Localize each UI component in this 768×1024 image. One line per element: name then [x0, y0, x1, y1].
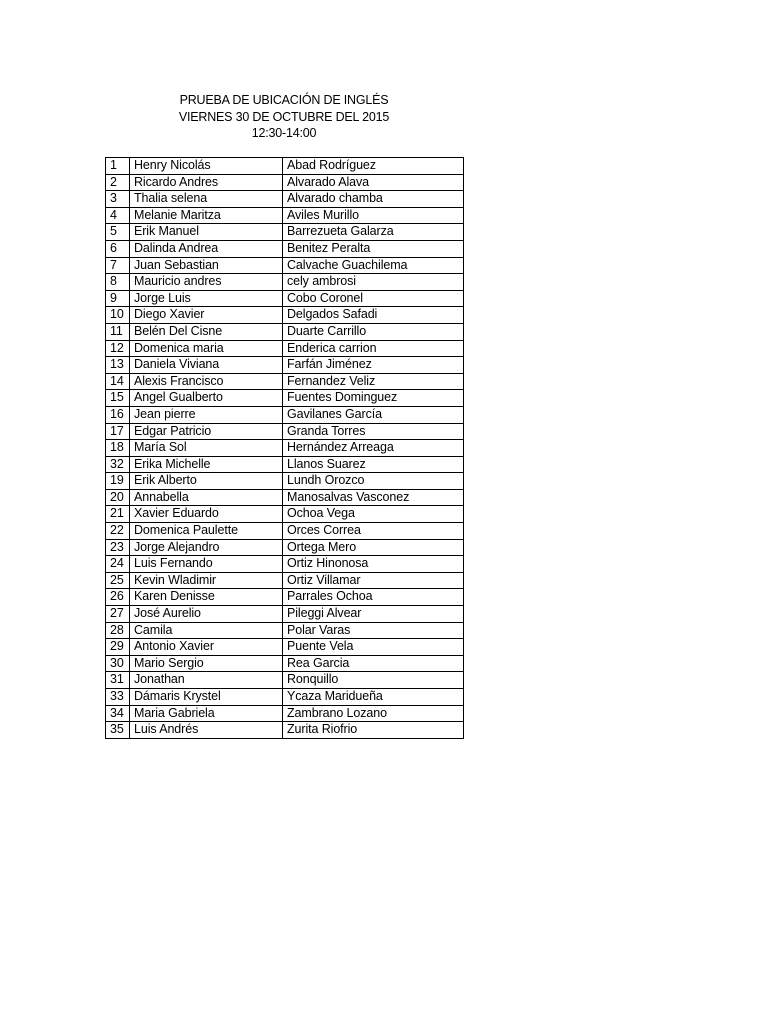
row-number: 19 — [106, 473, 130, 490]
last-name-cell: Fernandez Veliz — [283, 373, 464, 390]
last-name-cell: Orces Correa — [283, 523, 464, 540]
last-name-cell: Barrezueta Galarza — [283, 224, 464, 241]
last-name-cell: Ycaza Maridueña — [283, 689, 464, 706]
document-header — [104, 92, 464, 142]
row-number: 14 — [106, 373, 130, 390]
row-number: 4 — [106, 207, 130, 224]
document-date: VIERNES 30 DE OCTUBRE DEL 2015 — [178, 109, 390, 124]
first-name-cell: Erik Alberto — [130, 473, 283, 490]
table-row — [106, 456, 464, 473]
row-number: 29 — [106, 639, 130, 656]
table-row — [106, 655, 464, 672]
table-row — [106, 423, 464, 440]
table-row — [106, 158, 464, 175]
first-name-cell: Juan Sebastian — [130, 257, 283, 274]
row-number: 35 — [106, 722, 130, 739]
row-number: 27 — [106, 606, 130, 623]
row-number: 11 — [106, 323, 130, 340]
first-name-cell: Dalinda Andrea — [130, 240, 283, 257]
table-row — [106, 340, 464, 357]
last-name-cell: Hernández Arreaga — [283, 440, 464, 457]
first-name-cell: Diego Xavier — [130, 307, 283, 324]
table-row — [106, 191, 464, 208]
last-name-cell: Aviles Murillo — [283, 207, 464, 224]
table-row — [106, 489, 464, 506]
document-time: 12:30-14:00 — [251, 126, 317, 140]
first-name-cell: Maria Gabriela — [130, 705, 283, 722]
last-name-cell: Granda Torres — [283, 423, 464, 440]
row-number: 21 — [106, 506, 130, 523]
last-name-cell: Calvache Guachilema — [283, 257, 464, 274]
table-row — [106, 390, 464, 407]
first-name-cell: Erik Manuel — [130, 224, 283, 241]
row-number: 8 — [106, 274, 130, 291]
row-number: 9 — [106, 290, 130, 307]
last-name-cell: Abad Rodríguez — [283, 158, 464, 175]
last-name-cell: Gavilanes García — [283, 406, 464, 423]
row-number: 5 — [106, 224, 130, 241]
first-name-cell: Jorge Alejandro — [130, 539, 283, 556]
table-row — [106, 606, 464, 623]
table-row — [106, 506, 464, 523]
table-row — [106, 357, 464, 374]
row-number: 10 — [106, 307, 130, 324]
table-row — [106, 622, 464, 639]
table-row — [106, 406, 464, 423]
table-row — [106, 240, 464, 257]
row-number: 2 — [106, 174, 130, 191]
last-name-cell: Zurita Riofrio — [283, 722, 464, 739]
table-row — [106, 705, 464, 722]
row-number: 16 — [106, 406, 130, 423]
row-number: 28 — [106, 622, 130, 639]
first-name-cell: Alexis Francisco — [130, 373, 283, 390]
row-number: 13 — [106, 357, 130, 374]
first-name-cell: Belén Del Cisne — [130, 323, 283, 340]
first-name-cell: Edgar Patricio — [130, 423, 283, 440]
first-name-cell: Karen Denisse — [130, 589, 283, 606]
row-number: 32 — [106, 456, 130, 473]
first-name-cell: Camila — [130, 622, 283, 639]
first-name-cell: Melanie Maritza — [130, 207, 283, 224]
last-name-cell: Polar Varas — [283, 622, 464, 639]
row-number: 12 — [106, 340, 130, 357]
last-name-cell: Llanos Suarez — [283, 456, 464, 473]
last-name-cell: cely ambrosi — [283, 274, 464, 291]
last-name-cell: Enderica carrion — [283, 340, 464, 357]
row-number: 25 — [106, 572, 130, 589]
table-row — [106, 257, 464, 274]
row-number: 3 — [106, 191, 130, 208]
last-name-cell: Delgados Safadi — [283, 307, 464, 324]
table-row — [106, 207, 464, 224]
row-number: 7 — [106, 257, 130, 274]
row-number: 33 — [106, 689, 130, 706]
last-name-cell: Ortiz Hinonosa — [283, 556, 464, 573]
table-row — [106, 639, 464, 656]
table-row — [106, 224, 464, 241]
table-row — [106, 722, 464, 739]
row-number: 26 — [106, 589, 130, 606]
row-number: 30 — [106, 655, 130, 672]
first-name-cell: Annabella — [130, 489, 283, 506]
table-row — [106, 589, 464, 606]
table-row — [106, 556, 464, 573]
row-number: 15 — [106, 390, 130, 407]
last-name-cell: Ochoa Vega — [283, 506, 464, 523]
table-row — [106, 174, 464, 191]
last-name-cell: Lundh Orozco — [283, 473, 464, 490]
row-number: 24 — [106, 556, 130, 573]
first-name-cell: Luis Andrés — [130, 722, 283, 739]
first-name-cell: Jonathan — [130, 672, 283, 689]
last-name-cell: Duarte Carrillo — [283, 323, 464, 340]
row-number: 20 — [106, 489, 130, 506]
row-number: 18 — [106, 440, 130, 457]
row-number: 34 — [106, 705, 130, 722]
first-name-cell: María Sol — [130, 440, 283, 457]
last-name-cell: Ronquillo — [283, 672, 464, 689]
first-name-cell: Thalia selena — [130, 191, 283, 208]
table-row — [106, 274, 464, 291]
table-row — [106, 373, 464, 390]
row-number: 23 — [106, 539, 130, 556]
table-row — [106, 307, 464, 324]
table-row — [106, 290, 464, 307]
table-row — [106, 473, 464, 490]
last-name-cell: Puente Vela — [283, 639, 464, 656]
first-name-cell: Henry Nicolás — [130, 158, 283, 175]
first-name-cell: Luis Fernando — [130, 556, 283, 573]
first-name-cell: Mauricio andres — [130, 274, 283, 291]
last-name-cell: Pileggi Alvear — [283, 606, 464, 623]
row-number: 31 — [106, 672, 130, 689]
last-name-cell: Parrales Ochoa — [283, 589, 464, 606]
last-name-cell: Ortiz Villamar — [283, 572, 464, 589]
first-name-cell: Daniela Viviana — [130, 357, 283, 374]
table-row — [106, 572, 464, 589]
table-row — [106, 523, 464, 540]
first-name-cell: Jorge Luis — [130, 290, 283, 307]
table-row — [106, 539, 464, 556]
roster-body — [106, 158, 464, 739]
last-name-cell: Farfán Jiménez — [283, 357, 464, 374]
first-name-cell: Erika Michelle — [130, 456, 283, 473]
row-number: 17 — [106, 423, 130, 440]
last-name-cell: Alvarado chamba — [283, 191, 464, 208]
first-name-cell: Xavier Eduardo — [130, 506, 283, 523]
first-name-cell: José Aurelio — [130, 606, 283, 623]
last-name-cell: Ortega Mero — [283, 539, 464, 556]
table-row — [106, 689, 464, 706]
last-name-cell: Zambrano Lozano — [283, 705, 464, 722]
first-name-cell: Ricardo Andres — [130, 174, 283, 191]
first-name-cell: Mario Sergio — [130, 655, 283, 672]
first-name-cell: Jean pierre — [130, 406, 283, 423]
last-name-cell: Manosalvas Vasconez — [283, 489, 464, 506]
first-name-cell: Domenica maria — [130, 340, 283, 357]
first-name-cell: Domenica Paulette — [130, 523, 283, 540]
last-name-cell: Alvarado Alava — [283, 174, 464, 191]
document-title: PRUEBA DE UBICACIÓN DE INGLÉS — [179, 93, 389, 107]
row-number: 1 — [106, 158, 130, 175]
first-name-cell: Kevin Wladimir — [130, 572, 283, 589]
last-name-cell: Fuentes Dominguez — [283, 390, 464, 407]
row-number: 6 — [106, 240, 130, 257]
table-row — [106, 672, 464, 689]
table-row — [106, 323, 464, 340]
first-name-cell: Angel Gualberto — [130, 390, 283, 407]
last-name-cell: Cobo Coronel — [283, 290, 464, 307]
last-name-cell: Rea Garcia — [283, 655, 464, 672]
table-row — [106, 440, 464, 457]
first-name-cell: Dámaris Krystel — [130, 689, 283, 706]
student-roster-table — [105, 157, 464, 739]
last-name-cell: Benitez Peralta — [283, 240, 464, 257]
first-name-cell: Antonio Xavier — [130, 639, 283, 656]
row-number: 22 — [106, 523, 130, 540]
